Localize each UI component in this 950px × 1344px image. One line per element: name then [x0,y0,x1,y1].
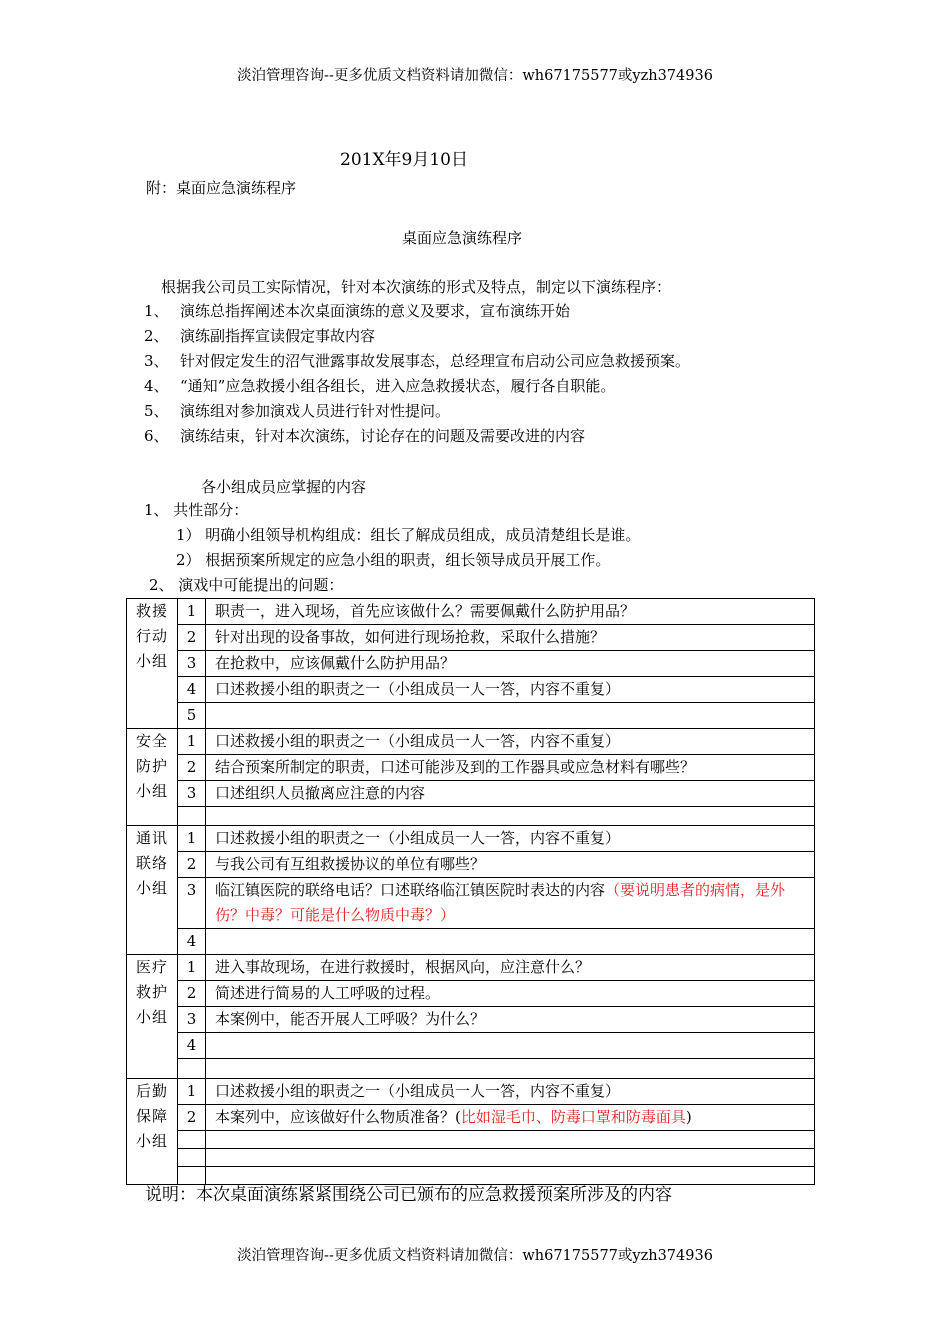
question-cell [206,1033,815,1059]
procedure-step: 5、 演练组对参加演戏人员进行针对性提问。 [144,402,451,420]
row-number: 1 [178,1079,206,1105]
procedure-step: 3、 针对假定发生的沼气泄露事故发展事态，总经理宣布启动公司应急救援预案。 [144,352,691,370]
common-item: 2） 根据预案所规定的应急小组的职责，组长领导成员开展工作。 [176,551,611,569]
common-part-title: 1、 共性部分： [144,501,249,519]
page-header: 淡泊管理咨询--更多优质文档资料请加微信：wh67175577或yzh374936 [237,68,713,84]
question-cell: 进入事故现场，在进行救援时，根据风向，应注意什么？ [206,955,815,981]
question-cell: 本案例中，能否开展人工呼吸？为什么？ [206,1007,815,1033]
group-name: 通讯联络小组 [135,829,168,897]
question-cell: 口述救援小组的职责之一（小组成员一人一答，内容不重复） [206,729,815,755]
row-number [178,807,206,826]
table-row [127,1149,815,1167]
document-date: 201X年9月10日 [340,150,468,170]
question-cell: 职责一，进入现场，首先应该做什么？需要佩戴什么防护用品？ [206,599,815,625]
group-cell [127,826,178,955]
table-row [127,929,815,955]
row-number: 1 [178,729,206,755]
intro-paragraph: 根据我公司员工实际情况，针对本次演练的形式及特点，制定以下演练程序： [161,278,672,296]
row-number: 2 [178,852,206,878]
table-row [127,729,815,755]
table-row [127,755,815,781]
group-cell [127,599,178,729]
question-cell: 针对出现的设备事故，如何进行现场抢救，采取什么措施？ [206,625,815,651]
group-name: 后勤保障小组 [135,1082,168,1150]
row-number: 5 [178,703,206,729]
question-cell [206,1059,815,1079]
question-cell: 临江镇医院的联络电话？口述联络临江镇医院时表达的内容（要说明患者的病情，是外伤？中毒？可能是什么物质中毒？） [206,878,815,929]
row-number: 3 [178,1007,206,1033]
table-row [127,955,815,981]
highlighted-hint: 比如湿毛巾、防毒口罩和防毒面具 [460,1108,686,1126]
annex-label: 附：桌面应急演练程序 [146,179,297,197]
row-number: 1 [178,826,206,852]
procedure-step: 6、 演练结束，针对本次演练，讨论存在的问题及需要改进的内容 [144,427,586,445]
row-number: 2 [178,755,206,781]
table-row [127,781,815,807]
table-row [127,981,815,1007]
page-footer: 淡泊管理咨询--更多优质文档资料请加微信：wh67175577或yzh374936 [237,1248,713,1264]
row-number: 4 [178,677,206,703]
question-cell [206,1167,815,1185]
row-number [178,1167,206,1185]
table-row [127,1059,815,1079]
table-row [127,703,815,729]
highlighted-hint: （要说明患者的病情，是外伤？中毒？可能是什么物质中毒？） [215,881,786,924]
question-cell [206,1149,815,1167]
row-number: 1 [178,955,206,981]
table-row [127,878,815,929]
question-cell: 口述救援小组的职责之一（小组成员一人一答，内容不重复） [206,677,815,703]
question-cell: 简述进行简易的人工呼吸的过程。 [206,981,815,1007]
question-cell: 口述救援小组的职责之一（小组成员一人一答，内容不重复） [206,826,815,852]
row-number: 3 [178,781,206,807]
table-row [127,599,815,625]
question-cell: 结合预案所制定的职责，口述可能涉及到的工作器具或应急材料有哪些？ [206,755,815,781]
row-number: 2 [178,1105,206,1131]
question-cell: 在抢救中，应该佩戴什么防护用品？ [206,651,815,677]
row-number: 3 [178,878,206,929]
question-cell [206,703,815,729]
table-row [127,807,815,826]
table-row [127,1105,815,1131]
table-row [127,1033,815,1059]
table-row [127,1167,815,1185]
group-cell [127,1079,178,1185]
table-row [127,826,815,852]
table-row [127,651,815,677]
group-cell [127,729,178,826]
table-row [127,677,815,703]
questions-title: 2、 演戏中可能提出的问题： [149,576,344,594]
common-item: 1） 明确小组领导机构组成：组长了解成员组成，成员清楚组长是谁。 [176,526,641,544]
question-cell: 口述救援小组的职责之一（小组成员一人一答，内容不重复） [206,1079,815,1105]
group-cell [127,955,178,1079]
row-number: 2 [178,625,206,651]
drill-question-table [126,598,815,1185]
procedure-step: 1、 演练总指挥阐述本次桌面演练的意义及要求，宣布演练开始 [144,302,571,320]
row-number: 3 [178,651,206,677]
closing-note: 说明：本次桌面演练紧紧围绕公司已颁布的应急救援预案所涉及的内容 [145,1185,672,1205]
group-name: 救援行动小组 [135,602,168,670]
row-number [178,1149,206,1167]
document-title: 桌面应急演练程序 [402,229,523,247]
table-row [127,1079,815,1105]
procedure-step: 4、 “通知”应急救援小组各组长，进入应急救援状态，履行各自职能。 [144,377,616,395]
row-number [178,1059,206,1079]
question-cell: 口述组织人员撤离应注意的内容 [206,781,815,807]
question-cell: 与我公司有互组救援协议的单位有哪些？ [206,852,815,878]
row-number: 1 [178,599,206,625]
question-cell: 本案列中，应该做好什么物质准备？(比如湿毛巾、防毒口罩和防毒面具) [206,1105,815,1131]
procedure-step: 2、 演练副指挥宣读假定事故内容 [144,327,376,345]
row-number: 4 [178,929,206,955]
table-row [127,625,815,651]
table-row [127,1007,815,1033]
question-cell [206,1131,815,1149]
row-number: 2 [178,981,206,1007]
question-cell [206,929,815,955]
table-row [127,1131,815,1149]
question-cell [206,807,815,826]
row-number: 4 [178,1033,206,1059]
group-name: 安全防护小组 [135,732,168,800]
section-title: 各小组成员应掌握的内容 [201,478,367,496]
table-row [127,852,815,878]
row-number [178,1131,206,1149]
group-name: 医疗救护小组 [135,958,168,1026]
